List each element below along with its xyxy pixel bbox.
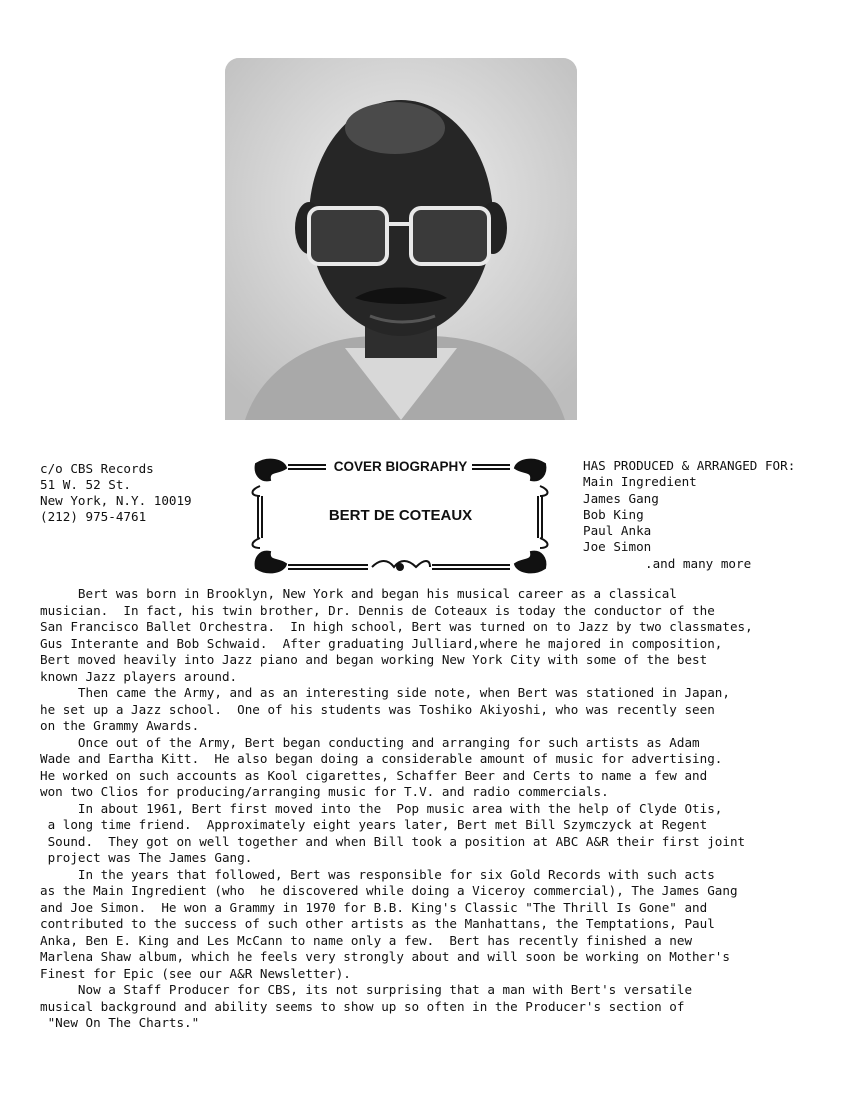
produced-list xyxy=(583,458,795,572)
artist-name: BERT DE COTEAUX xyxy=(328,507,473,524)
biography-body xyxy=(40,586,830,1032)
body-line: Bert moved heavily into Jazz piano and began working New York City with some of the best xyxy=(40,652,708,667)
body-line: In the years that followed, Bert was responsible for six Gold Records with such acts xyxy=(40,866,715,882)
body-line: Bert was born in Brooklyn, New York and began his musical career as a classical xyxy=(40,586,677,601)
portrait-illustration xyxy=(225,58,577,420)
cover-biography-title: COVER BIOGRAPHY xyxy=(333,459,468,474)
body-line: musical background and ability seems to show up so often in the Producer's section of xyxy=(40,998,685,1014)
contact-line: (212) 975-4761 xyxy=(40,509,147,524)
body-line: as the Main Ingredient (who he discovered while doing a Viceroy commercial), The James Gang xyxy=(40,883,738,898)
body-line: Now a Staff Producer for CBS, its not surprising that a man with Bert's versatile xyxy=(40,982,693,997)
body-line: In about 1961, Bert first moved into the Pop music area with the help of Clyde Otis, xyxy=(40,800,723,816)
body-line: won two Clios for producing/arranging music for T.V. and radio commercials. xyxy=(40,784,609,799)
body-line: "New On The Charts." xyxy=(40,1015,200,1030)
body-line: Sound. They got on well together and when Bill took a position at ABC A&R their first joint xyxy=(40,833,746,849)
produced-artist: Main Ingredient xyxy=(583,474,697,490)
body-line: Anka, Ben E. King and Les McCann to name only a few. Bert has recently finished a new xyxy=(40,932,693,948)
body-line: known Jazz players around. xyxy=(40,668,238,684)
body-line: San Francisco Ballet Orchestra. In high school, Bert was turned on to Jazz by two classmates, xyxy=(40,619,753,634)
body-line: Then came the Army, and as an interesting side note, when Bert was stationed in Japan, xyxy=(40,685,730,700)
body-line: musician. In fact, his twin brother, Dr. Dennis de Coteaux is today the conductor of the xyxy=(40,602,715,618)
body-line: Finest for Epic (see our A&R Newsletter). xyxy=(40,965,351,981)
produced-artist: James Gang xyxy=(583,490,659,506)
body-line: on the Grammy Awards. xyxy=(40,718,200,733)
body-line: project was The James Gang. xyxy=(40,850,253,865)
body-line: Once out of the Army, Bert began conducting and arranging for such artists as Adam xyxy=(40,734,700,750)
produced-artist: Paul Anka xyxy=(583,523,652,539)
contact-address xyxy=(40,461,192,525)
portrait-photo xyxy=(225,58,577,420)
body-line: He worked on such accounts as Kool cigarettes, Schaffer Beer and Certs to name a few and xyxy=(40,767,708,783)
produced-artist: Bob King xyxy=(583,506,644,522)
body-line: and Joe Simon. He won a Grammy in 1970 for B.B. King's Classic "The Thrill Is Gone" and xyxy=(40,899,708,915)
body-line: Wade and Eartha Kitt. He also began doing a considerable amount of music for advertising. xyxy=(40,751,723,766)
contact-line: New York, N.Y. 10019 xyxy=(40,493,192,508)
produced-more: .and many more xyxy=(645,555,752,571)
body-line: he set up a Jazz school. One of his students was Toshiko Akiyoshi, who was recently seen xyxy=(40,701,715,717)
cover-biography-box xyxy=(248,456,553,576)
body-line: Marlena Shaw album, which he feels very strongly about and will soon be working on Mother's xyxy=(40,949,730,964)
body-line: a long time friend. Approximately eight years later, Bert met Bill Szymczyck at Regent xyxy=(40,817,708,832)
produced-artist: Joe Simon xyxy=(583,539,652,555)
body-line: contributed to the success of such other artists as the Manhattans, the Temptations, Paul xyxy=(40,916,715,931)
contact-line: 51 W. 52 St. xyxy=(40,477,131,492)
produced-heading: HAS PRODUCED & ARRANGED FOR: xyxy=(583,458,796,473)
contact-line: c/o CBS Records xyxy=(40,461,154,476)
body-line: Gus Interante and Bob Schwaid. After graduating Julliard,where he majored in composition, xyxy=(40,635,723,651)
